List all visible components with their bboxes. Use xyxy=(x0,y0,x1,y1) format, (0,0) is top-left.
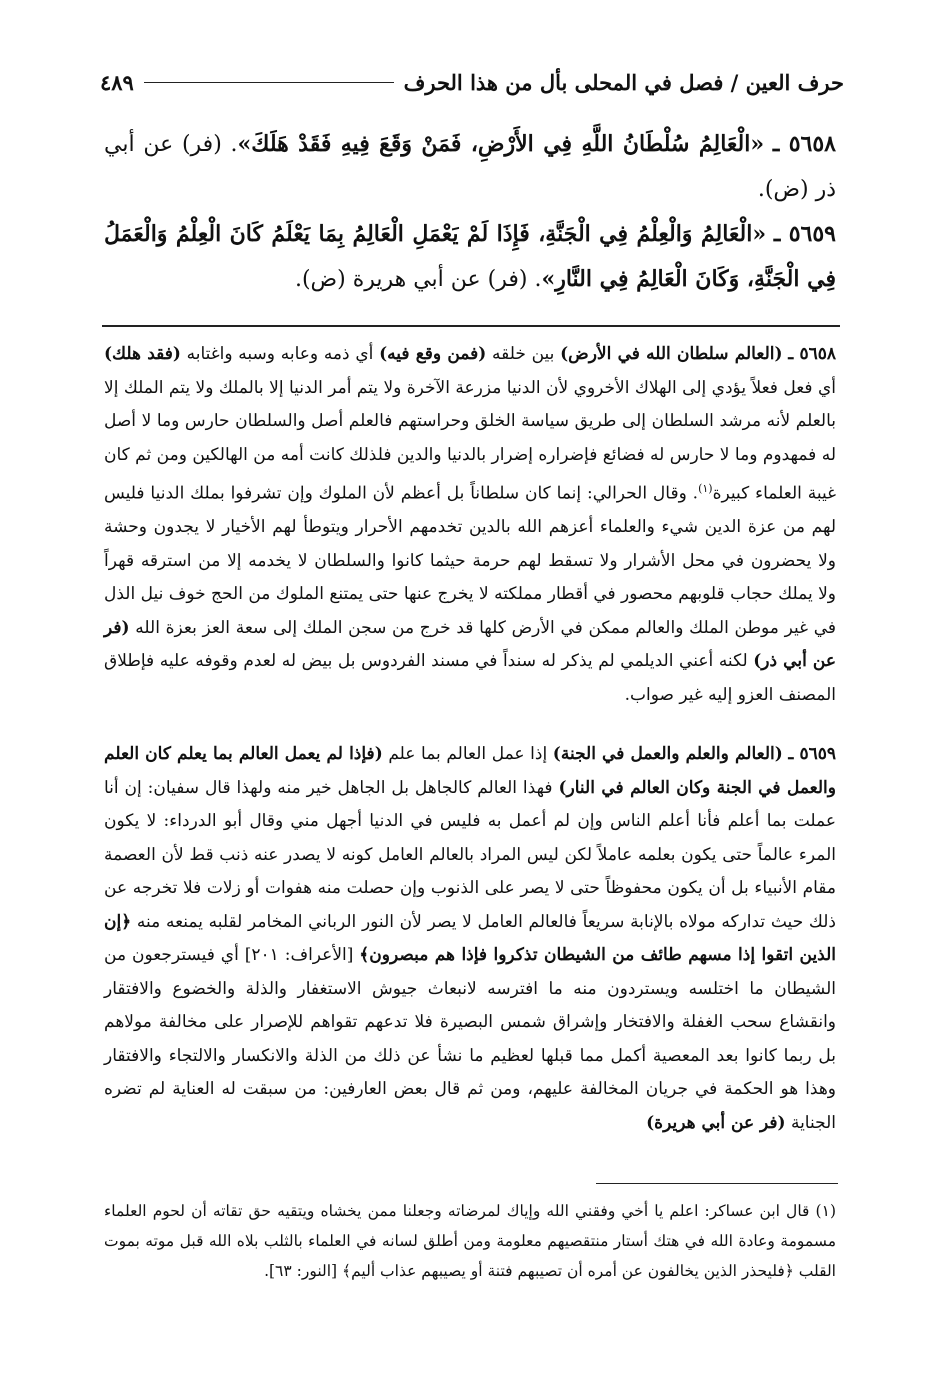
hadith-number: ٥٦٥٩ ـ xyxy=(773,221,836,247)
commentary-text: أي فعل فعلاً يؤدي إلى الهلاك الأخروي لأن الدنيا مزرعة الآخرة ولا يتم أمر الدنيا إلا بالملك ولا يتم الملك إلا بالعلم لأنه مرشد السلطان إلى طريق سياسة الخلق وحراستهم فالعلم أصل والسلطان حارس وما لا أصل له فمهدوم وما لا حارس له فضائع فإضراره إضرار بالدنيا والدين فلذلك كانت أمه من الهالكين ومن ثم كان غيبة العلماء كبيرة xyxy=(104,377,837,504)
hadith-source: . (فر) عن أبي هريرة (ض). xyxy=(294,267,542,292)
header-title: حرف العين / فصل في المحلى بأل من هذا الحرف xyxy=(403,69,844,95)
lemma: (فر عن أبي هريرة) xyxy=(646,1112,786,1133)
commentary-number: ٥٦٥٨ ـ xyxy=(788,344,836,364)
footnote-rule xyxy=(596,1183,838,1184)
page-number: ٤٨٩ xyxy=(100,69,134,95)
lemma: (فقد هلك) xyxy=(104,344,181,364)
commentary-text: إذا عمل العالم بما علم xyxy=(382,744,553,764)
commentary-text: [الأعراف: ٢٠١] أي فيسترجعون من الشيطان ما اختلسه ويستردون منه ما افترسه لانبعاث جيوش الاستغفار والذلة والخضوع والافتقار وانقشاع سحب الغفلة والافتخار وإشراق شمس البصيرة فلا تدعهم تقواهم للإصرار على مخالفة مولاهم بل ربما كانوا بعد المعصية أكمل مما قبلها لعظيم ما نشأ عن ذلك من الذلة والانكسار والالتجاء والافتقار وهذا هو الحكمة في جريان المخالفة عليهم، ومن ثم قال بعض العارفين: من سبقت له العناية لم تضره الجناية xyxy=(104,945,836,1133)
commentary-text: لكنه أعني الديلمي لم يذكر له سنداً في مسند الفردوس بل بيض له لعدم وقوفه عليه فإطلاق المصنف العزو إليه غير صواب. xyxy=(104,651,836,705)
commentary-5659 xyxy=(104,738,836,1140)
footnote-text: قال ابن عساكر: اعلم يا أخي وفقني الله وإياك لمرضاته وجعلنا ممن يخشاه ويتقيه حق تقاته أن لحوم العلماء مسمومة وعادة الله في هتك أستار منتقصيهم معلومة ومن أطلق لسانه في العلماء بالثلب بلاه الله قبل موته بموت القلب xyxy=(104,1202,836,1280)
quran-verse: ﴿فليحذر الذين يخالفون عن أمره أن تصيبهم فتنة أو يصيبهم عذاب أليم﴾ xyxy=(342,1262,794,1280)
footnote xyxy=(104,1196,836,1286)
lemma: (فمن وقع فيه) xyxy=(379,344,487,364)
hadith-number: ٥٦٥٨ ـ xyxy=(772,131,836,157)
hadith-text: «الْعَالِمُ وَالْعِلْمُ فِي الْجَنَّةِ، فَإِذَا لَمْ يَعْمَلِ الْعَالِمُ بِمَا يَعْلَمُ كَانَ الْعِلْمُ وَالْعَمَلُ فِي الْجَنَّةِ، وَكَانَ الْعَالِمُ فِي النَّارِ» xyxy=(104,221,836,292)
matn-sharh-divider xyxy=(102,325,840,327)
commentary-text: بين خلقه xyxy=(486,344,561,364)
commentary-text: أي ذمه وعابه وسبه واغتابه xyxy=(180,344,380,364)
hadith-text: «الْعَالِمُ سُلْطَانُ اللَّهِ فِي الأَرْضِ، فَمَنْ وَقَعَ فِيهِ فَقَدْ هَلَكَ» xyxy=(237,131,765,157)
lemma: (فر عن أبي ذر) xyxy=(104,617,836,672)
commentary-number: ٥٦٥٩ ـ xyxy=(788,744,837,764)
hadith-5658 xyxy=(104,122,836,212)
hadith-5659 xyxy=(104,212,836,302)
footnote-ref: (١) xyxy=(698,482,713,495)
header-rule xyxy=(144,82,394,83)
footnote-ref-text: [النور: ٦٣]. xyxy=(264,1262,343,1280)
hadith-source: . (فر) عن أبي ذر (ض). xyxy=(104,132,836,202)
commentary-5658 xyxy=(104,338,836,712)
quran-verse: ﴿إن الذين اتقوا إذا مسهم طائف من الشيطان تذكروا فإذا هم مبصرون﴾ xyxy=(104,911,836,965)
lemma: (العالم سلطان الله في الأرض) xyxy=(560,344,783,364)
commentary-text: فهذا العالم كالجاهل بل الجاهل خير منه ولهذا قال سفيان: إن أنا عملت بما أعلم فأنا أعلم الناس وإن لم أعمل به فليس في الدنيا أجهل مني وقال أبو الدرداء: لا يكون المرء عالماً حتى يكون بعلمه عاملاً لكن ليس المراد بالعالم العامل كونه لا يصدر عنه ذنب قط لأن العصمة مقام الأنبياء بل أن يكون محفوظاً حتى لا يصر على الذنوب وإن حصلت منه هفوات أو زلات فلا تخرجه عن ذلك حيث تداركه مولاه بالإنابة سريعاً فالعالم العامل لا يصر لأن النور الرباني المخامر لقلبه يمنعه منه xyxy=(104,777,836,932)
commentary-text: . وقال الحرالي: إنما كان سلطاناً بل أعظم لأن الملوك وإن تشرفوا بملك الدنيا فليس لهم من عزة الدين شيء والعلماء أعزهم الله بالدين تخدمهم الأحرار ويتوطأ لهم الأخيار لا يجدون وحشة ولا يحضرون في محل الأشرار ولا تسقط لهم حرمة حيثما كانوا والسلطان لا يخدمه إلا من استرقه قهراً ولا يملك حجاب قلوبهم محصور في أقطار مملكته لا يخرج عنها حتى يمتنع الملوك من الحج خوف نيل الذل في غير موطن الملك والعالم ممكن في الأرض كلها قد خرج من سجن الملك إلى سعة العز بعزة الله xyxy=(104,483,836,638)
footnote-marker: (١) xyxy=(815,1202,836,1220)
lemma: (فإذا لم يعمل العالم بما يعلم كان العلم والعمل في الجنة وكان العالم في النار) xyxy=(104,744,836,798)
lemma: (العالم والعلم والعمل في الجنة) xyxy=(552,744,783,764)
running-header xyxy=(100,62,844,102)
